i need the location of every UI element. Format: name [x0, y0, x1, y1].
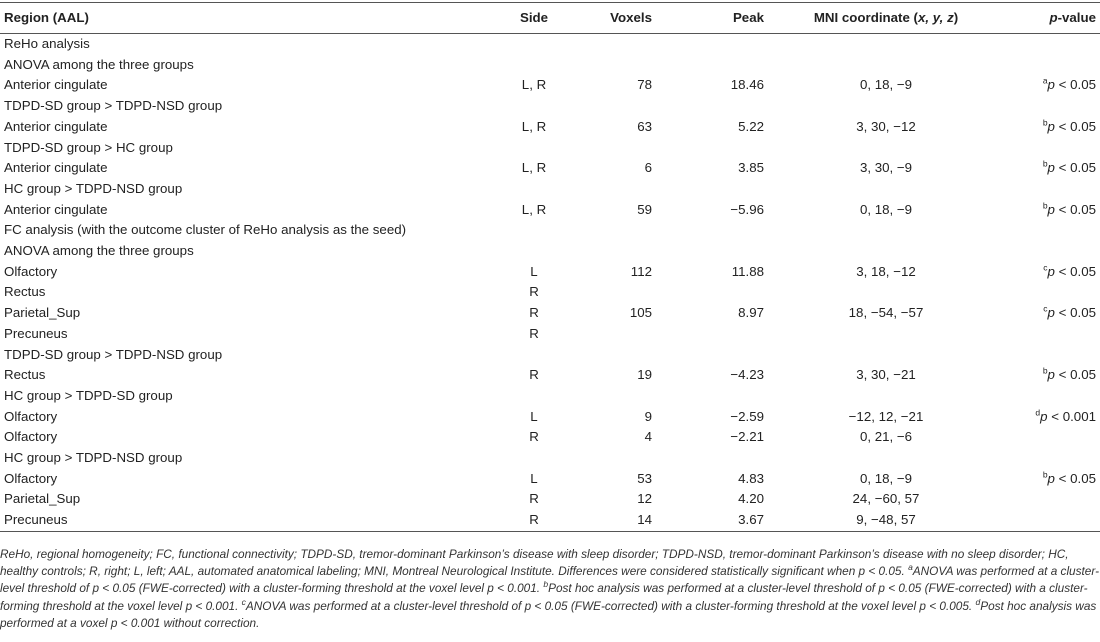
cell-side: R [529, 325, 539, 341]
cell-peak: −2.21 [730, 429, 764, 445]
p-comparison: < 0.001 [1047, 408, 1096, 424]
cell-region: Anterior cingulate [4, 77, 108, 93]
cell-side: R [529, 429, 539, 445]
table-row [0, 117, 1100, 138]
cell-peak: 11.88 [731, 263, 764, 279]
cell-voxels: 19 [637, 367, 652, 383]
header-mni-prefix: MNI coordinate ( [813, 10, 918, 25]
p-comparison: < 0.05 [1054, 160, 1096, 176]
section-label: ANOVA among the three groups [4, 56, 194, 72]
cell-side: R [529, 491, 539, 507]
section-row [0, 96, 1100, 117]
cell-side: L [530, 263, 538, 279]
cell-side: R [529, 305, 539, 321]
cell-peak [656, 324, 768, 345]
cell-voxels: 9 [644, 408, 652, 424]
table-row [0, 407, 1100, 428]
p-comparison: < 0.05 [1054, 118, 1096, 134]
cell-mni: 0, 18, −9 [859, 201, 913, 217]
cell-peak: 4.83 [738, 470, 764, 486]
cell-region: Olfactory [4, 408, 58, 424]
cell-region: Rectus [4, 284, 46, 300]
cell-p-value [1004, 427, 1100, 448]
header-side: Side [494, 3, 574, 34]
cell-peak: 8.97 [738, 305, 764, 321]
cell-voxels: 78 [637, 77, 652, 93]
cell-region: Anterior cingulate [4, 160, 108, 176]
footnote-c-text: ANOVA was performed at a cluster-level threshold of p < 0.05 (FWE-corrected) with a cluster-forming threshold at the voxel level p < 0.005. [245, 598, 976, 613]
cell-mni: 0, 18, −9 [859, 77, 913, 93]
cell-p-value [1004, 200, 1100, 221]
cell-p-value [1004, 75, 1100, 96]
cell-side: L [530, 470, 538, 486]
footnote-abbreviations: ReHo, regional homogeneity; FC, functional connectivity; TDPD-SD, tremor-dominant Parkinson’s disease with sleep disorder; TDPD-NSD, tremor-dominant Parkinson’s disease with no sleep disorder; HC, healthy controls; R, right; L, left; AAL, automated anatomical labeling; MNI, Montreal Neurological Institute. Differences were considered statistically significant when p < 0.05. [0, 547, 1069, 579]
p-comparison: < 0.05 [1054, 263, 1096, 279]
section-label: HC group > TDPD-NSD group [4, 180, 183, 196]
p-comparison: < 0.05 [1054, 305, 1096, 321]
table-row [0, 489, 1100, 510]
cell-side: L, R [521, 201, 547, 217]
p-symbol: p [1047, 263, 1055, 279]
cell-mni: 0, 18, −9 [859, 470, 913, 486]
cell-peak: 5.22 [738, 118, 764, 134]
section-label: HC group > TDPD-SD group [4, 387, 173, 403]
section-row [0, 386, 1100, 407]
p-symbol: p [1040, 408, 1048, 424]
cell-p-value [1004, 324, 1100, 345]
p-symbol: p [1047, 470, 1055, 486]
cell-voxels: 4 [644, 429, 652, 445]
cell-region: Parietal_Sup [4, 305, 81, 321]
p-value-marker: b [1042, 158, 1048, 169]
section-row [0, 241, 1100, 262]
p-comparison: < 0.05 [1054, 201, 1096, 217]
section-label: HC group > TDPD-NSD group [4, 450, 183, 466]
p-value-marker: b [1042, 365, 1048, 376]
p-comparison: < 0.05 [1054, 77, 1096, 93]
footnote-c-marker: c [241, 596, 246, 607]
cell-mni: 3, 18, −12 [856, 263, 916, 279]
table-row [0, 427, 1100, 448]
p-value-marker: b [1042, 200, 1048, 211]
table-row [0, 282, 1100, 303]
cell-region: Olfactory [4, 470, 58, 486]
cell-peak: −2.59 [730, 408, 764, 424]
p-value-marker: c [1043, 303, 1048, 314]
table-row [0, 510, 1100, 531]
section-row [0, 34, 1100, 55]
table-footnote [0, 546, 1100, 632]
header-p-value [1004, 3, 1100, 34]
cell-region: Precuneus [0, 510, 494, 531]
table-header-row [0, 3, 1100, 34]
header-p-italic: p [1049, 10, 1058, 25]
cell-side: L, R [521, 160, 547, 176]
table-row [0, 324, 1100, 345]
cell-region: Anterior cingulate [4, 118, 108, 134]
cell-side: L, R [521, 77, 547, 93]
p-symbol: p [1047, 305, 1055, 321]
section-label: TDPD-SD group > TDPD-NSD group [4, 346, 223, 362]
p-comparison: < 0.05 [1054, 470, 1096, 486]
cell-p-value [1004, 303, 1100, 324]
cell-p-value [1004, 117, 1100, 138]
section-row [0, 220, 1100, 241]
cell-p-value [1004, 469, 1100, 490]
cell-mni: 3, 30, −12 [856, 118, 916, 134]
cell-mni: 9, −48, 57 [768, 510, 1004, 531]
cell-peak: −4.23 [730, 367, 764, 383]
header-region: Region (AAL) [0, 3, 494, 34]
cell-mni: 3, 30, −21 [856, 367, 916, 383]
p-symbol: p [1047, 77, 1055, 93]
cell-peak: 3.85 [738, 160, 764, 176]
p-value-marker: d [1035, 407, 1041, 418]
cell-side: L [530, 408, 538, 424]
header-voxels: Voxels [574, 3, 656, 34]
footnote-d-marker: d [975, 596, 981, 607]
cell-voxels: 112 [630, 263, 652, 279]
table-row [0, 262, 1100, 283]
p-comparison: < 0.05 [1054, 367, 1096, 383]
cell-voxels: 12 [637, 491, 652, 507]
section-row [0, 345, 1100, 366]
cell-region: Anterior cingulate [4, 201, 108, 217]
p-symbol: p [1047, 160, 1055, 176]
footnote-b-text: Post hoc analysis was performed at a cluster-level threshold of p < 0.05 (FWE-corrected) with a cluster-forming threshold at the voxel level p < 0.001. [0, 581, 1088, 613]
section-row [0, 448, 1100, 469]
cell-mni: 24, −60, 57 [852, 491, 920, 507]
section-row [0, 179, 1100, 200]
section-label: TDPD-SD group > TDPD-NSD group [4, 98, 223, 114]
cell-peak: 3.67 [656, 510, 768, 531]
table-row [0, 365, 1100, 386]
cell-mni [768, 324, 1004, 345]
cell-mni: 0, 21, −6 [859, 429, 913, 445]
table-row [0, 303, 1100, 324]
section-label: TDPD-SD group > HC group [4, 139, 173, 155]
results-table [0, 2, 1100, 532]
cell-peak: 4.20 [738, 491, 764, 507]
cell-side: R [494, 510, 574, 531]
cell-peak: −5.96 [730, 201, 764, 217]
cell-mni: 3, 30, −9 [859, 160, 913, 176]
table-row [0, 75, 1100, 96]
cell-mni: −12, 12, −21 [848, 408, 924, 424]
table-row [0, 469, 1100, 490]
table-row [0, 200, 1100, 221]
cell-region: Rectus [4, 367, 46, 383]
cell-voxels: 53 [637, 470, 652, 486]
p-value-marker: a [1042, 75, 1048, 86]
section-label: FC analysis (with the outcome cluster of ReHo analysis as the seed) [4, 222, 407, 238]
p-symbol: p [1047, 367, 1055, 383]
header-mni-suffix: ) [953, 10, 959, 25]
p-symbol: p [1047, 201, 1055, 217]
header-p-suffix: -value [1057, 10, 1096, 25]
cell-p-value [1004, 365, 1100, 386]
cell-voxels [574, 324, 656, 345]
footnote-a-marker: a [908, 562, 913, 573]
cell-peak [656, 282, 768, 303]
p-value-marker: b [1042, 117, 1048, 128]
cell-p-value [1004, 510, 1100, 531]
section-row [0, 138, 1100, 159]
cell-mni: 18, −54, −57 [848, 305, 924, 321]
header-peak: Peak [656, 3, 768, 34]
footnote-a-text: ANOVA was performed at a cluster-level threshold of p < 0.05 (FWE-corrected) with a cluster-forming threshold at the voxel level p < 0.001. [0, 564, 1100, 596]
cell-voxels: 63 [637, 118, 652, 134]
cell-mni [768, 282, 1004, 303]
cell-p-value [1004, 407, 1100, 428]
cell-p-value [1004, 282, 1100, 303]
cell-p-value [1004, 262, 1100, 283]
cell-voxels: 14 [574, 510, 656, 531]
cell-voxels: 59 [637, 201, 652, 217]
table-row [0, 158, 1100, 179]
cell-side: L, R [521, 118, 547, 134]
section-label: ReHo analysis [4, 36, 90, 51]
section-label: ANOVA among the three groups [4, 243, 194, 259]
cell-side: R [529, 284, 539, 300]
section-row [0, 55, 1100, 76]
table-body [0, 34, 1100, 532]
cell-voxels [574, 282, 656, 303]
cell-voxels: 105 [629, 305, 652, 321]
cell-peak: 18.46 [730, 77, 764, 93]
cell-p-value [1004, 489, 1100, 510]
p-symbol: p [1047, 118, 1055, 134]
cell-voxels: 6 [644, 160, 652, 176]
footnote-d-text: Post hoc analysis was performed at a voxel p < 0.001 without correction. [0, 598, 1097, 630]
cell-region: Precuneus [4, 325, 68, 341]
header-mni [768, 3, 1004, 34]
header-mni-xyz: x, y, z [918, 10, 954, 25]
cell-region: Olfactory [4, 263, 58, 279]
p-value-marker: b [1042, 469, 1048, 480]
cell-side: R [529, 367, 539, 383]
cell-region: Parietal_Sup [4, 491, 81, 507]
cell-region: Olfactory [4, 429, 58, 445]
cell-p-value [1004, 158, 1100, 179]
footnote-b-marker: b [543, 579, 549, 590]
p-value-marker: c [1043, 262, 1048, 273]
